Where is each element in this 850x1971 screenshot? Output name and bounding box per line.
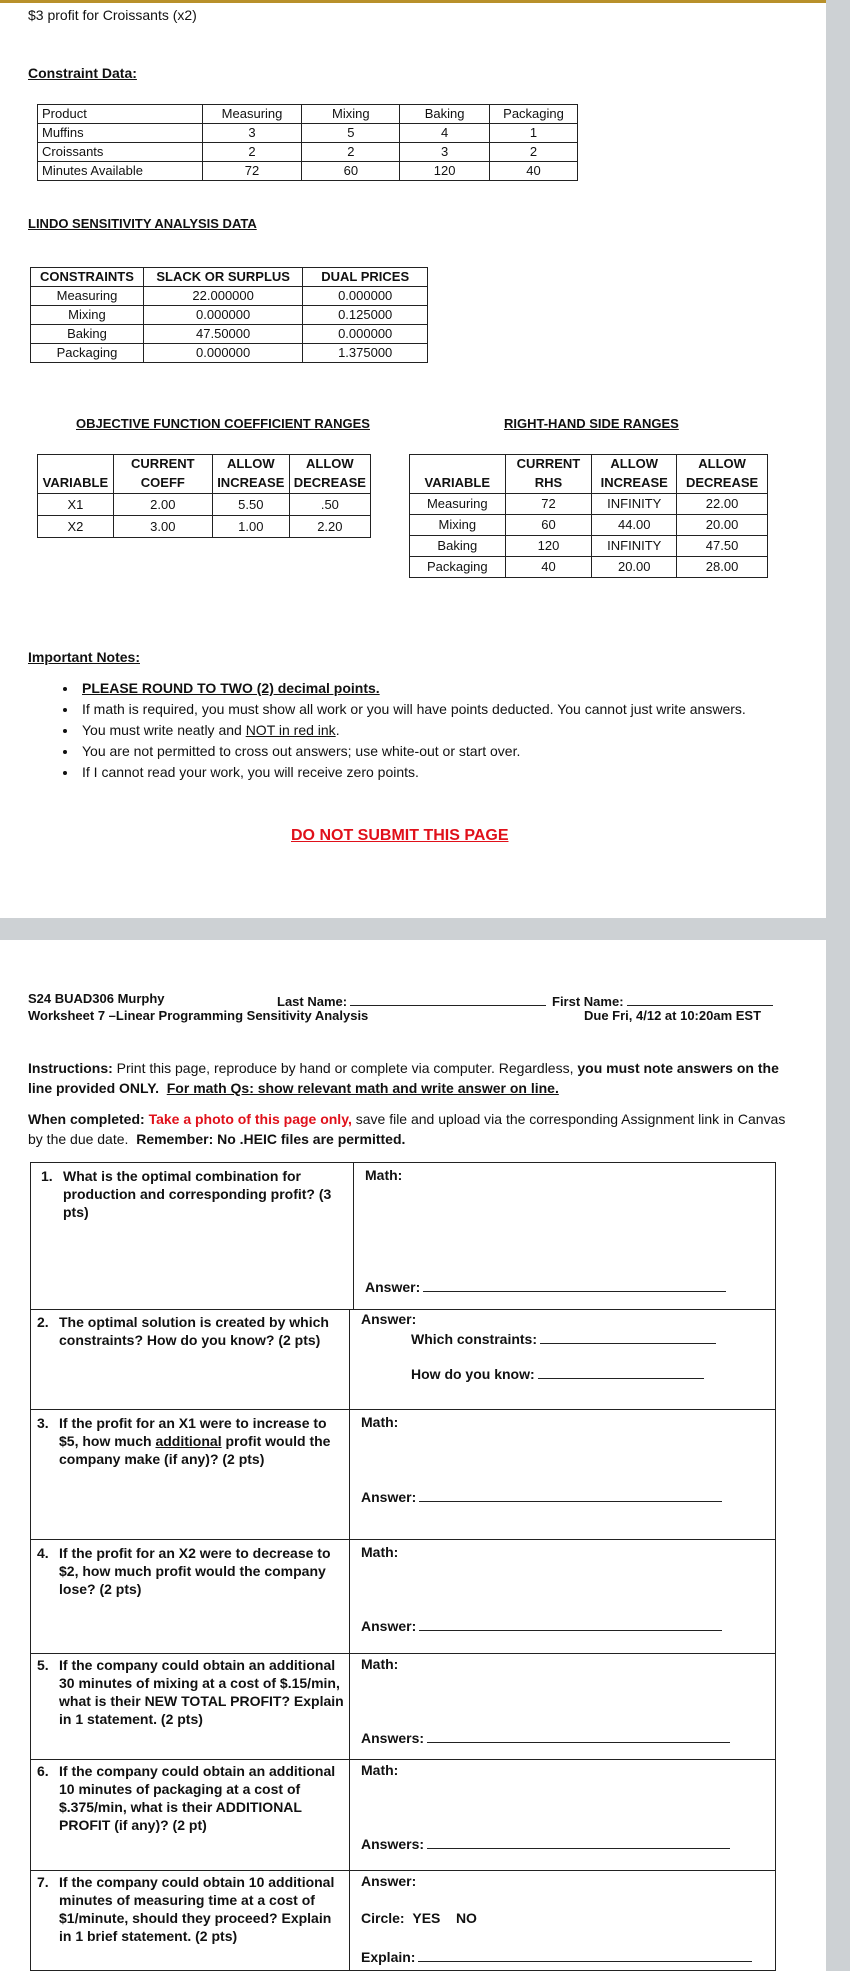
table-cell: 47.50000 [143,325,302,344]
how-do-you-know-field[interactable] [411,1364,704,1382]
table-row [410,455,768,474]
table-cell: 20.00 [677,515,768,536]
table-row [410,536,768,557]
rhs-ranges-table [409,454,768,578]
explain-field[interactable] [361,1947,752,1965]
table-cell: Packaging [31,344,144,363]
question-text [41,1167,351,1221]
question-row-6 [31,1759,775,1871]
last-name-field[interactable] [277,991,546,1009]
header-cell: ALLOW [212,455,289,474]
question-body: If the company could obtain 10 additional minutes of measuring time at a cost of $1/minute, should they proceed? Explain in 1 brief statement. (2 pts) [59,1874,335,1944]
table-row [410,557,768,578]
table-row [38,105,578,124]
page-one [0,0,826,918]
table-row [38,162,578,181]
answer-label: Answer: [361,1873,417,1889]
instructions-label: Instructions: [28,1060,113,1076]
note-emphasis: NOT in red ink [245,722,336,738]
important-notes-heading: Important Notes: [28,649,140,665]
table-cell: Measuring [410,494,506,515]
table-cell: 28.00 [677,557,768,578]
question-row-2 [31,1309,775,1410]
lindo-heading: LINDO SENSITIVITY ANALYSIS DATA [28,216,257,231]
question-cell [31,1653,350,1759]
circle-choice [361,1910,477,1926]
table-cell: 120 [505,536,592,557]
completed-text: by the due date. [28,1131,129,1147]
table-row [31,344,428,363]
header-cell: Mixing [302,105,400,124]
question-cell [31,1539,350,1653]
question-number: 5. [37,1657,49,1673]
math-label: Math: [361,1656,399,1672]
constraint-table [37,104,578,181]
question-number: 1. [41,1168,53,1184]
table-cell: 2 [202,143,302,162]
instructions-math-note: For math Qs: show relevant math and write answer on line. [166,1080,559,1096]
yes-option[interactable]: YES [412,1910,441,1926]
first-name-field[interactable] [552,991,773,1009]
question-number: 2. [37,1314,49,1330]
question-row-1 [31,1163,775,1310]
question-text [37,1873,347,1945]
header-cell: SLACK OR SURPLUS [143,268,302,287]
header-cell: Product [38,105,203,124]
table-cell: Baking [410,536,506,557]
question-text [37,1414,347,1468]
question-body: If the company could obtain an additional 10 minutes of packaging at a cost of $.375/min, what is their ADDITIONAL PROFIT (if any)? (2 pt) [59,1763,336,1833]
table-cell: Baking [31,325,144,344]
photo-warning: Take a photo of this page only, [148,1111,352,1127]
question-text [37,1313,347,1349]
table-cell: 20.00 [592,557,677,578]
header-cell: Baking [400,105,490,124]
math-label: Math: [365,1167,403,1183]
table-row [38,516,371,538]
table-row [31,268,428,287]
table-cell: 1.00 [212,516,289,538]
table-cell: 2.00 [113,494,212,516]
question-cell [31,1309,350,1409]
table-cell: 2 [302,143,400,162]
rhs-ranges-heading: RIGHT-HAND SIDE RANGES [504,416,679,431]
table-row [410,473,768,494]
table-cell: 22.00 [677,494,768,515]
answer-label: Answer: [361,1311,417,1327]
math-label: Math: [361,1414,399,1430]
answer-field[interactable] [365,1277,726,1295]
table-cell: Packaging [410,557,506,578]
table-cell: 1.375000 [303,344,428,363]
table-cell: 5 [302,124,400,143]
table-row [38,143,578,162]
table-row [410,515,768,536]
question-text [37,1762,347,1834]
instructions-line-2 [28,1080,559,1096]
header-cell: INCREASE [212,473,289,494]
table-row [31,306,428,325]
note-text: . [335,722,340,738]
completed-label: When completed: [28,1111,145,1127]
header-cell: DECREASE [677,473,768,494]
table-cell: 1 [490,124,578,143]
question-body: If the company could obtain an additional 30 minutes of mixing at a cost of $.15/min, what is their NEW TOTAL PROFIT? Explain in 1 statement. (2 pts) [59,1657,344,1727]
table-cell: 22.000000 [143,287,302,306]
header-cell: ALLOW [592,455,677,474]
objective-ranges-table [37,454,371,538]
instructions-emphasis: line provided ONLY. [28,1080,159,1096]
note-item: • PLEASE ROUND TO TWO (2) decimal points. [78,678,746,699]
header-cell [38,455,114,474]
table-cell: Muffins [38,124,203,143]
table-row [38,124,578,143]
header-cell: CURRENT [113,455,212,474]
table-cell: Mixing [31,306,144,325]
table-cell: 60 [505,515,592,536]
question-number: 7. [37,1874,49,1890]
question-body-part: profit would the company make (if any)? (2 pts) [59,1433,331,1467]
first-name-line[interactable] [627,991,773,1006]
note-item: • You are not permitted to cross out answers; use white-out or start over. [78,741,746,762]
table-cell: 0.000000 [303,325,428,344]
answer-field[interactable] [361,1834,730,1852]
lindo-table [30,267,428,363]
table-cell: 4 [400,124,490,143]
question-body: The optimal solution is created by which constraints? How do you know? (2 pts) [59,1314,329,1348]
note-text: You must write neatly and [82,722,246,738]
which-constraints-label: Which constraints: [411,1331,538,1347]
header-cell: CURRENT [505,455,592,474]
math-label: Math: [361,1544,399,1560]
heic-warning: Remember: No .HEIC files are permitted. [136,1131,406,1147]
table-cell: 0.000000 [143,344,302,363]
completed-text: save file and upload via the corresponding Assignment link in Canvas [351,1111,786,1127]
worksheet-title: Worksheet 7 –Linear Programming Sensitivity Analysis [28,1008,369,1023]
header-cell: INCREASE [592,473,677,494]
math-label: Math: [361,1762,399,1778]
answer-label: Answer: [365,1279,421,1295]
question-number: 3. [37,1415,49,1431]
table-cell: 40 [490,162,578,181]
question-cell [31,1409,350,1539]
header-cell: COEFF [113,473,212,494]
note-item: • If I cannot read your work, you will receive zero points. [78,762,746,783]
how-do-you-know-label: How do you know: [411,1366,535,1382]
header-cell: VARIABLE [38,473,114,494]
table-cell: Measuring [31,287,144,306]
profit-line: $3 profit for Croissants (x2) [28,7,197,23]
question-text [37,1656,347,1728]
question-text [37,1544,347,1598]
table-cell: 72 [202,162,302,181]
question-table [30,1162,776,1971]
instructions-line-1 [28,1060,779,1076]
table-row [38,455,371,474]
table-cell: 3 [400,143,490,162]
answer-field[interactable] [361,1616,722,1634]
question-body-part: If the profit for an X1 were to increase to $5, how much [59,1415,327,1449]
table-row [31,325,428,344]
question-emphasis: additional [155,1433,222,1449]
table-cell: X1 [38,494,114,516]
question-cell [31,1163,354,1309]
table-row [38,473,371,494]
constraint-heading: Constraint Data: [28,65,137,81]
table-cell: Minutes Available [38,162,203,181]
answer-line[interactable] [427,1728,730,1743]
header-cell: ALLOW [677,455,768,474]
question-cell [31,1870,350,1970]
question-row-5 [31,1653,775,1760]
instructions-emphasis: you must note answers on the [577,1060,779,1076]
question-row-7 [31,1870,775,1970]
table-cell: 2 [490,143,578,162]
last-name-label: Last Name: [277,994,348,1009]
question-row-3 [31,1409,775,1540]
header-cell: ALLOW [289,455,370,474]
answer-line[interactable] [419,1487,722,1502]
do-not-submit-warning: DO NOT SUBMIT THIS PAGE [291,827,509,844]
course-label: S24 BUAD306 Murphy [28,991,165,1006]
header-cell [410,455,506,474]
answer-line[interactable] [419,1616,722,1631]
table-cell: 72 [505,494,592,515]
first-name-label: First Name: [552,994,624,1009]
header-cell: VARIABLE [410,473,506,494]
table-cell: .50 [289,494,370,516]
table-cell: Mixing [410,515,506,536]
question-row-4 [31,1539,775,1654]
question-number: 6. [37,1763,49,1779]
question-body: What is the optimal combination for production and corresponding profit? (3 pts) [63,1168,332,1220]
answer-label: Answers: [361,1730,425,1746]
explain-label: Explain: [361,1949,416,1965]
table-cell: 0.000000 [143,306,302,325]
note-item: • If math is required, you must show all work or you will have points deducted. You cannot just write answers. [78,699,746,720]
table-cell: 120 [400,162,490,181]
answer-line[interactable] [540,1329,716,1344]
answer-line[interactable] [427,1834,730,1849]
answer-field[interactable] [361,1728,730,1746]
circle-label: Circle: [361,1910,405,1926]
question-cell [31,1759,350,1870]
table-cell: 3 [202,124,302,143]
table-cell: INFINITY [592,536,677,557]
header-cell: Packaging [490,105,578,124]
table-cell: INFINITY [592,494,677,515]
completed-line-1 [28,1111,785,1127]
table-cell: 0.125000 [303,306,428,325]
table-cell: 3.00 [113,516,212,538]
question-body [59,1414,345,1468]
table-cell: 2.20 [289,516,370,538]
last-name-line[interactable] [350,991,546,1006]
answer-line[interactable] [423,1277,726,1292]
no-option[interactable]: NO [455,1910,477,1926]
answer-field[interactable] [361,1487,722,1505]
note-item [78,720,746,741]
instructions-text: Print this page, reproduce by hand or complete via computer. Regardless, [112,1060,578,1076]
objective-ranges-heading: OBJECTIVE FUNCTION COEFFICIENT RANGES [76,416,370,431]
answer-label: Answer: [361,1618,417,1634]
table-cell: Croissants [38,143,203,162]
completed-line-2 [28,1131,405,1147]
answer-line[interactable] [538,1364,704,1379]
header-cell: RHS [505,473,592,494]
table-cell: 60 [302,162,400,181]
header-cell: DUAL PRICES [303,268,428,287]
answer-line[interactable] [418,1947,752,1962]
table-row [31,287,428,306]
table-cell: X2 [38,516,114,538]
table-row [410,494,768,515]
header-cell: Measuring [202,105,302,124]
answer-label: Answer: [361,1489,417,1505]
table-cell: 40 [505,557,592,578]
question-body: If the profit for an X2 were to decrease to $2, how much profit would the company lose? (2 pts) [59,1545,331,1597]
question-number: 4. [37,1545,49,1561]
table-cell: 44.00 [592,515,677,536]
table-cell: 47.50 [677,536,768,557]
due-date: Due Fri, 4/12 at 10:20am EST [584,1008,762,1023]
table-cell: 5.50 [212,494,289,516]
answer-label: Answers: [361,1836,425,1852]
which-constraints-field[interactable] [411,1329,716,1347]
header-cell: DECREASE [289,473,370,494]
table-row [38,494,371,516]
table-cell: 0.000000 [303,287,428,306]
header-cell: CONSTRAINTS [31,268,144,287]
notes-list [58,678,746,783]
